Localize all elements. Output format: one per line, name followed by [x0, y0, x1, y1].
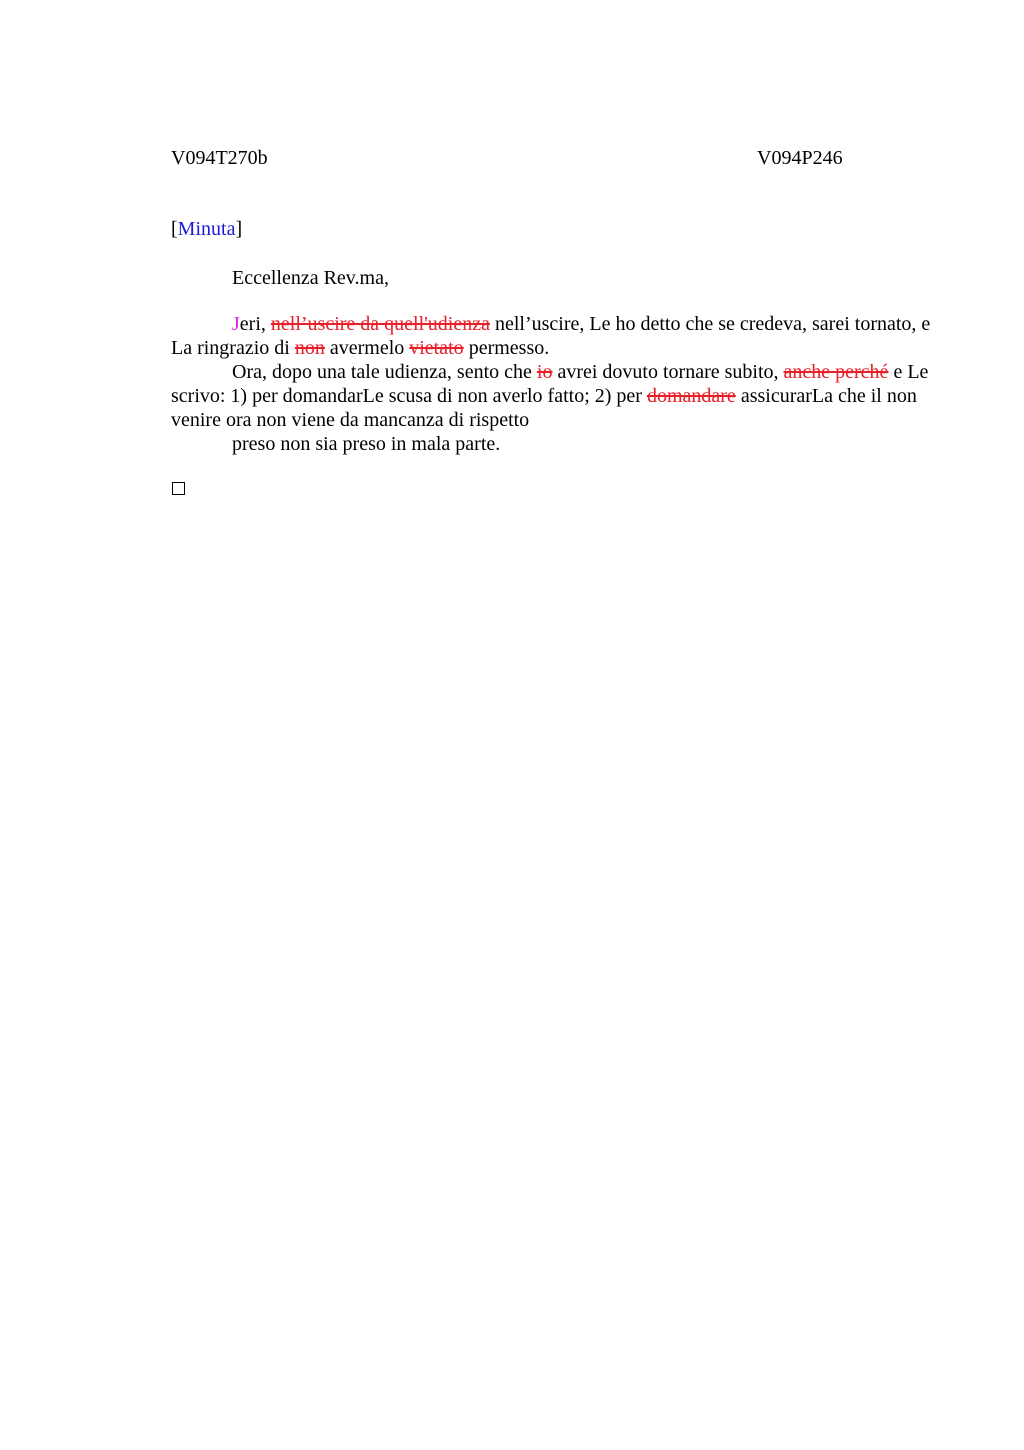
deleted-text: io: [536, 361, 553, 383]
paragraph-2-text: assicurarLa che il non venire ora non viene da mancanza di rispetto: [171, 385, 917, 431]
document-code-right: V094P246: [757, 147, 843, 169]
paragraph-2: [171, 360, 931, 432]
deleted-text: anche perché: [783, 361, 889, 383]
minuta-close-bracket: ]: [235, 218, 243, 240]
document-code-left: V094T270b: [171, 147, 268, 169]
deleted-text: nell’uscire da quell'udienza: [270, 313, 490, 335]
empty-checkbox-icon: [172, 482, 185, 495]
document-page: [171, 0, 931, 1450]
paragraph-3: preso non sia preso in mala parte.: [232, 433, 501, 455]
paragraph-1-text: nell’uscire, Le ho detto che se credeva, sarei tornato, e La ringrazio di: [171, 313, 931, 359]
paragraph-2-text: avrei dovuto tornare subito,: [552, 361, 784, 383]
paragraph-2-text: Ora, dopo una tale udienza, sento che: [232, 361, 537, 383]
letter-body: [171, 312, 931, 456]
deleted-text: domandare: [646, 385, 736, 407]
deleted-text: non: [294, 337, 325, 359]
minuta-word: Minuta: [177, 218, 236, 240]
minuta-open-bracket: [: [171, 218, 178, 240]
paragraph-1-initial: J: [232, 313, 240, 335]
minuta-label: [171, 217, 242, 241]
paragraph-2-text: e Le scrivo: 1) per domandarLe scusa di non averlo fatto; 2) per: [171, 361, 929, 407]
salutation: Eccellenza Rev.ma,: [232, 267, 389, 289]
paragraph-1-text: eri,: [239, 313, 271, 335]
paragraph-1-text: permesso.: [463, 337, 550, 359]
deleted-text: vietato: [409, 337, 464, 359]
paragraph-1: [171, 312, 931, 360]
paragraph-1-text: avermelo: [324, 337, 410, 359]
